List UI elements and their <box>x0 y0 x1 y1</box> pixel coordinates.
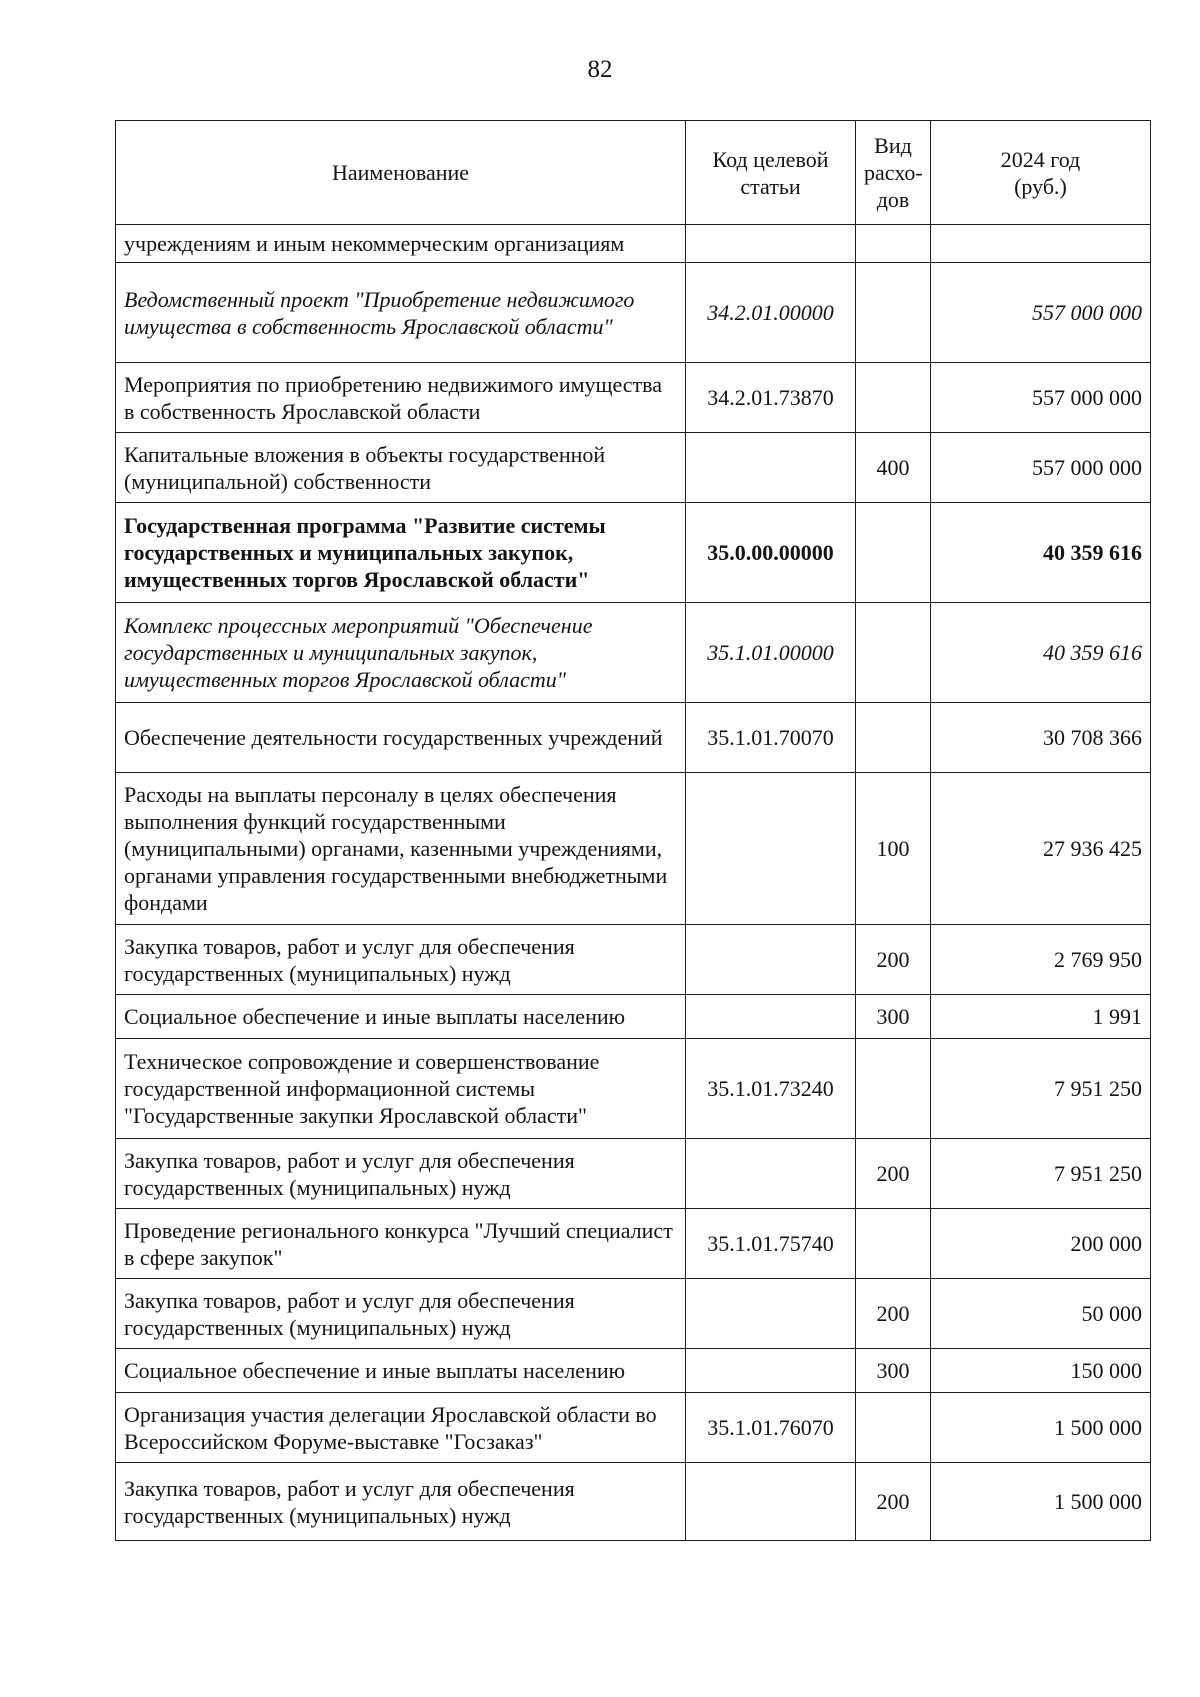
header-amount <box>931 121 1151 225</box>
row-code-cell <box>686 1349 856 1393</box>
table-row <box>116 433 1151 503</box>
row-name-cell: Обеспечение деятельности государственных учреждений <box>116 703 686 773</box>
row-amount-cell: 2 769 950 <box>931 925 1151 995</box>
table-row <box>116 363 1151 433</box>
row-amount-cell: 7 951 250 <box>931 1139 1151 1209</box>
row-kind-cell <box>856 1209 931 1279</box>
row-name-cell: Закупка товаров, работ и услуг для обеспечения государственных (муниципальных) нужд <box>116 1463 686 1541</box>
row-amount-cell: 50 000 <box>931 1279 1151 1349</box>
row-kind-cell: 300 <box>856 995 931 1039</box>
table-row <box>116 1463 1151 1541</box>
row-code-cell <box>686 925 856 995</box>
table-row <box>116 1209 1151 1279</box>
row-kind-cell: 400 <box>856 433 931 503</box>
row-kind-cell: 200 <box>856 1139 931 1209</box>
row-kind-cell <box>856 1039 931 1139</box>
row-kind-cell <box>856 263 931 363</box>
row-amount-cell: 1 500 000 <box>931 1393 1151 1463</box>
row-kind-cell <box>856 363 931 433</box>
row-amount-cell: 40 359 616 <box>931 503 1151 603</box>
row-kind-cell <box>856 703 931 773</box>
header-kind <box>856 121 931 225</box>
table-row <box>116 773 1151 925</box>
row-amount-cell <box>931 225 1151 263</box>
row-name-cell: Проведение регионального конкурса "Лучший специалист в сфере закупок" <box>116 1209 686 1279</box>
header-kind-line3: дов <box>876 187 910 212</box>
header-kind-line2: расхо- <box>864 160 923 185</box>
row-amount-cell: 557 000 000 <box>931 433 1151 503</box>
row-amount-cell: 1 991 <box>931 995 1151 1039</box>
row-code-cell: 35.0.00.00000 <box>686 503 856 603</box>
row-amount-cell: 557 000 000 <box>931 363 1151 433</box>
page-number: 82 <box>587 56 613 83</box>
table-row <box>116 925 1151 995</box>
table-row <box>116 1039 1151 1139</box>
row-name-cell: Расходы на выплаты персоналу в целях обеспечения выполнения функций государственными (муниципальными) органами, казенными учреждениями, органами управления государственными внебюджетными фондами <box>116 773 686 925</box>
row-kind-cell <box>856 1393 931 1463</box>
row-kind-cell <box>856 603 931 703</box>
row-name-cell: Закупка товаров, работ и услуг для обеспечения государственных (муниципальных) нужд <box>116 1279 686 1349</box>
row-name-cell: Комплекс процессных мероприятий "Обеспечение государственных и муниципальных закупок, имущественных торгов Ярославской области" <box>116 603 686 703</box>
row-code-cell <box>686 1279 856 1349</box>
row-amount-cell: 200 000 <box>931 1209 1151 1279</box>
row-code-cell: 35.1.01.70070 <box>686 703 856 773</box>
row-kind-cell <box>856 503 931 603</box>
row-kind-cell: 200 <box>856 1463 931 1541</box>
table-row <box>116 1349 1151 1393</box>
row-name-cell: Социальное обеспечение и иные выплаты населению <box>116 995 686 1039</box>
row-code-cell <box>686 1139 856 1209</box>
table-row <box>116 503 1151 603</box>
row-name-cell: учреждениям и иным некоммерческим организациям <box>116 225 686 263</box>
row-name-cell: Организация участия делегации Ярославской области во Всероссийском Форуме-выставке "Госзаказ" <box>116 1393 686 1463</box>
header-row <box>116 121 1151 225</box>
table-row <box>116 995 1151 1039</box>
row-kind-cell <box>856 225 931 263</box>
table-row <box>116 703 1151 773</box>
table-row <box>116 225 1151 263</box>
row-name-cell: Социальное обеспечение и иные выплаты населению <box>116 1349 686 1393</box>
row-amount-cell: 1 500 000 <box>931 1463 1151 1541</box>
row-code-cell: 34.2.01.00000 <box>686 263 856 363</box>
row-code-cell <box>686 225 856 263</box>
table-row <box>116 1139 1151 1209</box>
table-row <box>116 1393 1151 1463</box>
row-name-cell: Государственная программа "Развитие системы государственных и муниципальных закупок, имущественных торгов Ярославской области" <box>116 503 686 603</box>
row-amount-cell: 150 000 <box>931 1349 1151 1393</box>
row-code-cell <box>686 995 856 1039</box>
table-row <box>116 603 1151 703</box>
row-name-cell: Закупка товаров, работ и услуг для обеспечения государственных (муниципальных) нужд <box>116 925 686 995</box>
row-amount-cell: 27 936 425 <box>931 773 1151 925</box>
header-name: Наименование <box>116 121 686 225</box>
row-kind-cell: 200 <box>856 925 931 995</box>
table-row <box>116 263 1151 363</box>
row-code-cell: 35.1.01.76070 <box>686 1393 856 1463</box>
header-amount-line2: (руб.) <box>1014 173 1067 199</box>
row-amount-cell: 557 000 000 <box>931 263 1151 363</box>
row-amount-cell: 30 708 366 <box>931 703 1151 773</box>
header-amount-line1: 2024 год <box>1000 146 1081 172</box>
row-code-cell: 34.2.01.73870 <box>686 363 856 433</box>
header-kind-line1: Вид <box>874 133 912 158</box>
row-amount-cell: 7 951 250 <box>931 1039 1151 1139</box>
row-name-cell: Закупка товаров, работ и услуг для обеспечения государственных (муниципальных) нужд <box>116 1139 686 1209</box>
row-kind-cell: 300 <box>856 1349 931 1393</box>
table-header <box>116 121 1151 225</box>
table-row <box>116 1279 1151 1349</box>
row-kind-cell: 200 <box>856 1279 931 1349</box>
row-name-cell: Капитальные вложения в объекты государственной (муниципальной) собственности <box>116 433 686 503</box>
row-name-cell: Мероприятия по приобретению недвижимого имущества в собственность Ярославской области <box>116 363 686 433</box>
row-code-cell: 35.1.01.73240 <box>686 1039 856 1139</box>
row-code-cell <box>686 433 856 503</box>
row-code-cell: 35.1.01.75740 <box>686 1209 856 1279</box>
row-kind-cell: 100 <box>856 773 931 925</box>
row-name-cell: Техническое сопровождение и совершенствование государственной информационной системы "Государственные закупки Ярославской области" <box>116 1039 686 1139</box>
header-code: Код целевой статьи <box>686 121 856 225</box>
row-code-cell <box>686 773 856 925</box>
table-body <box>116 225 1151 1541</box>
row-amount-cell: 40 359 616 <box>931 603 1151 703</box>
budget-table <box>115 120 1151 1541</box>
row-code-cell <box>686 1463 856 1541</box>
row-code-cell: 35.1.01.00000 <box>686 603 856 703</box>
row-name-cell: Ведомственный проект "Приобретение недвижимого имущества в собственность Ярославской области" <box>116 263 686 363</box>
